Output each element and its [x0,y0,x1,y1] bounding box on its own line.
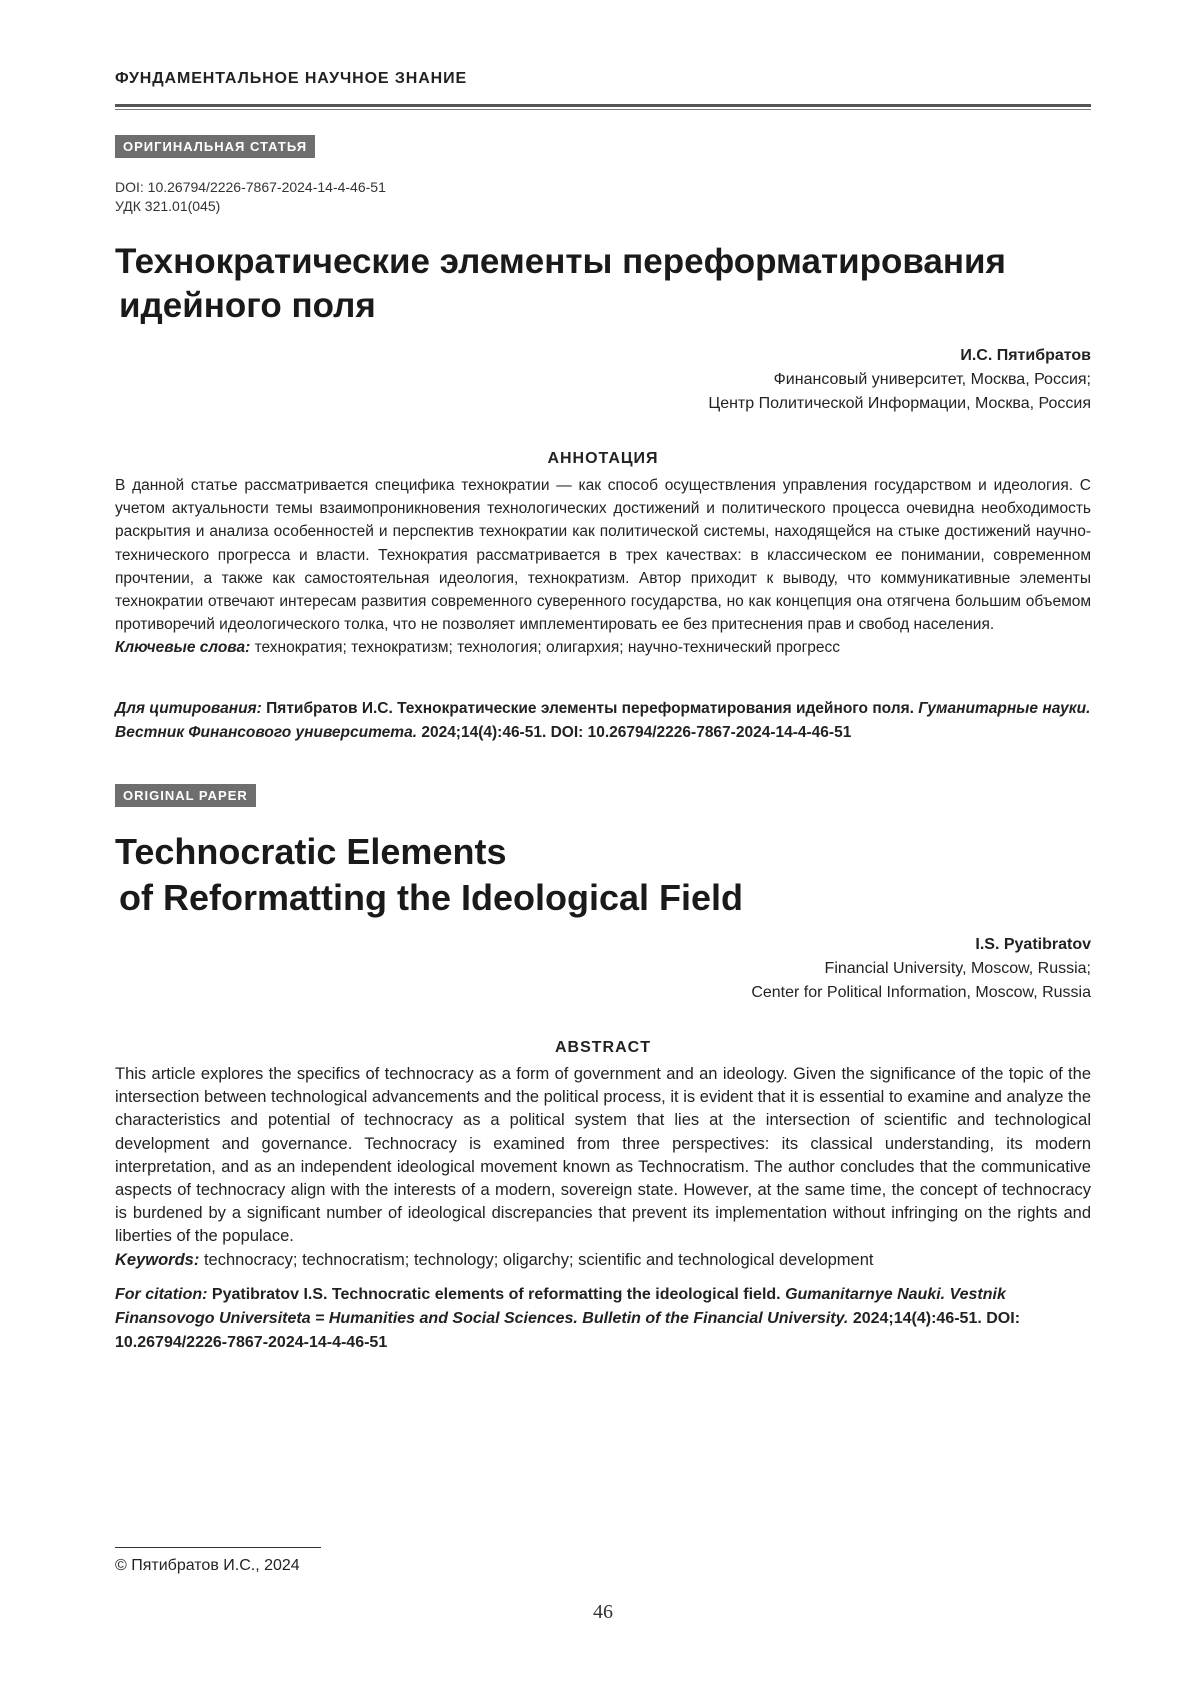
abstract-text: This article explores the specifics of technocracy as a form of government and an ideology. Given the significance of the topic of the intersection between technological advancements and the political process, it is evident that it is essential to examine and analyze the characteristics and potential of technocracy as a political system that lies at the intersection of scientific and technological development and governance. Technocracy is examined from three perspectives: its classical understanding, its modern interpretation, and as an independent ideological movement known as Technocratism. The author concludes that the communicative aspects of technocracy align with the interests of a modern, sovereign state. However, at the same time, the concept of technocracy is burdened by a significant number of ideological discrepancies that prevent its implementation without infringing on the rights and liberties of the populace. [115,1065,1091,1245]
citation-block-ru [115,697,1091,744]
abstract-body-en [115,1063,1091,1272]
citation-tail: 2024;14(4):46-51. DOI: 10.26794/2226-7867-2024-14-4-46-51 [421,724,851,741]
abstract-text: В данной статье рассматривается специфика технократии — как способ осуществления управления государством и идеология. С учетом актуальности темы взаимопроникновения технологических достижений и политического процесса очевидна необходимость раскрытия и анализа особенностей и перспектив технократии как политической системы, находящейся на стыке достижений научно-технического прогресса и власти. Технократия рассматривается в трех качествах: в классическом ее понимании, современном прочтении, а также как самостоятельная идеология, технократизм. Автор приходит к выводу, что коммуникативные элементы технократии отвечают интересам развития современного суверенного государства, но как концепция она отягчена большим объемом противоречий идеологического толка, что не позволяет имплементировать ее без притеснения прав и свобод населения. [115,477,1091,633]
citation-label: For citation: [115,1286,207,1303]
footnote-rule [115,1547,321,1548]
article-title-ru [115,240,1091,328]
author-name: I.S. Pyatibratov [751,933,1091,957]
abstract-heading-ru: АННОТАЦИЯ [115,450,1091,468]
citation-tail: 2024;14(4):46-51. DOI: 10.26794/2226-7867-2024-14-4-46-51 [115,1310,1020,1351]
author-block-ru [708,344,1091,416]
udk: УДК 321.01(045) [115,197,386,216]
title-line-2: идейного поля [115,284,1091,328]
affiliation-1: Financial University, Moscow, Russia; [751,957,1091,981]
keywords: технократия; технократизм; технология; олигархия; научно-технический прогресс [255,639,840,656]
document-page [115,0,1091,1697]
citation-journal: Gumanitarnye Nauki. Vestnik Finansovogo Universiteta = Humanities and Social Sciences. Bulletin of the Financial University. [115,1286,1006,1327]
title-line-1: Технократические элементы переформатирования [115,242,1006,281]
citation-label: Для цитирования: [115,700,262,717]
author-block-en [751,933,1091,1005]
keywords-label: Ключевые слова: [115,639,250,656]
abstract-body-ru [115,474,1091,660]
author-name: И.С. Пятибратов [708,344,1091,368]
keywords: technocracy; technocratism; technology; oligarchy; scientific and technological development [204,1251,874,1269]
title-line-2: of Reformatting the Ideological Field [115,875,1091,921]
article-type-badge-en: ORIGINAL PAPER [115,784,256,807]
doi: DOI: 10.26794/2226-7867-2024-14-4-46-51 [115,178,386,197]
header-rule-thin [115,109,1091,110]
citation-main: Pyatibratov I.S. Technocratic elements of reformatting the ideological field. [212,1286,781,1303]
affiliation-2: Center for Political Information, Moscow, Russia [751,981,1091,1005]
copyright-notice: © Пятибратов И.С., 2024 [115,1557,300,1575]
affiliation-1: Финансовый университет, Москва, Россия; [708,368,1091,392]
keywords-label: Keywords: [115,1251,199,1269]
journal-section-header: ФУНДАМЕНТАЛЬНОЕ НАУЧНОЕ ЗНАНИЕ [115,70,467,88]
page-number: 46 [115,1601,1091,1624]
citation-main: Пятибратов И.С. Технократические элементы переформатирования идейного поля. [266,700,914,717]
article-type-badge-ru: ОРИГИНАЛЬНАЯ СТАТЬЯ [115,135,315,158]
citation-block-en [115,1283,1091,1355]
title-line-1: Technocratic Elements [115,831,506,872]
header-rule-thick [115,104,1091,107]
article-title-en [115,829,1091,921]
article-identifiers [115,178,386,216]
abstract-heading-en: ABSTRACT [115,1039,1091,1057]
affiliation-2: Центр Политической Информации, Москва, Россия [708,392,1091,416]
citation-journal: Гуманитарные науки. Вестник Финансового университета. [115,700,1090,741]
